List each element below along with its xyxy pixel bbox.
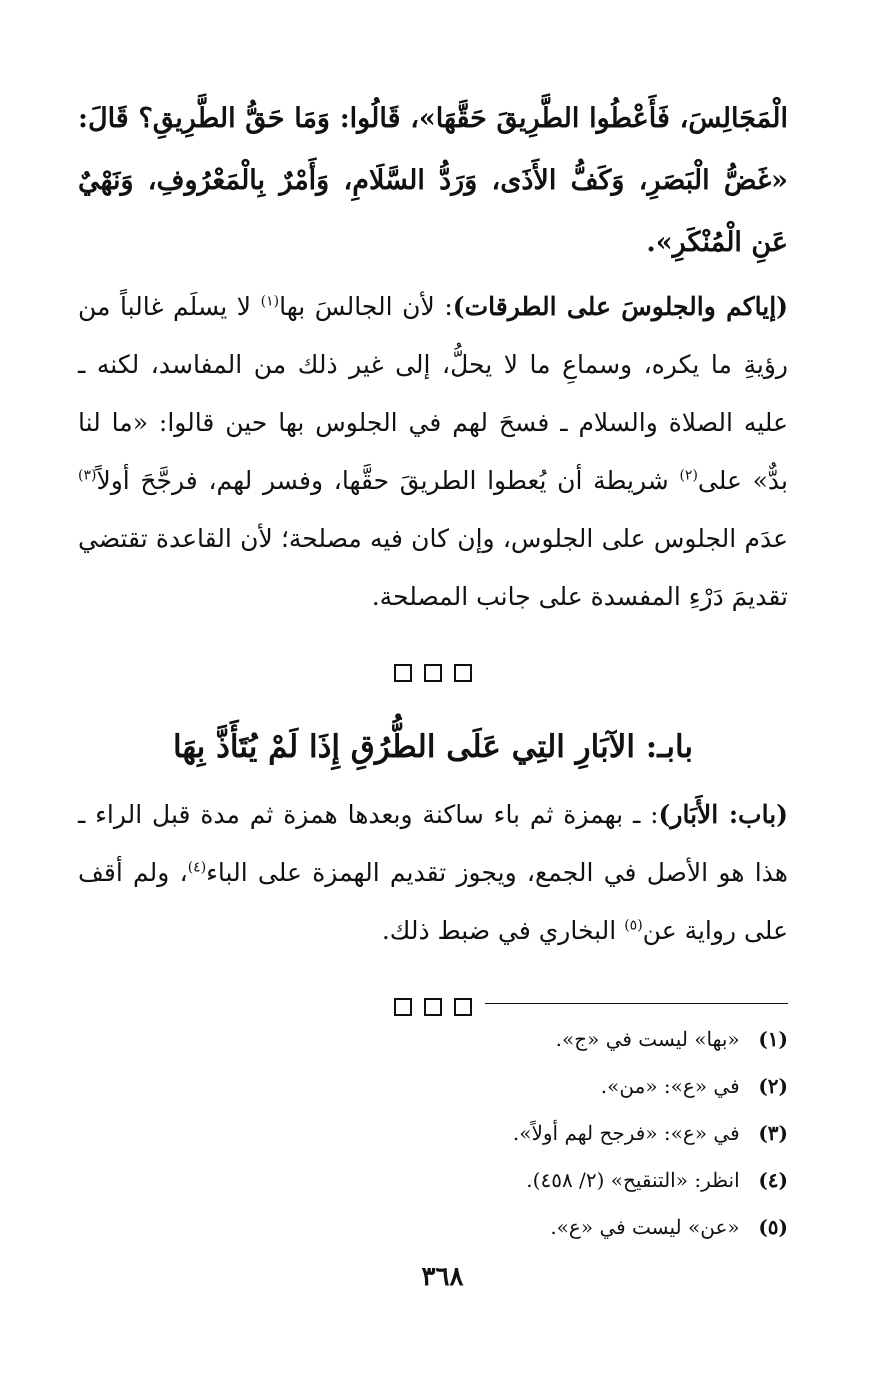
footnote-ref: (١) — [260, 293, 280, 310]
footnote-ref: (٢) — [679, 467, 698, 484]
footnote-ref: (٤) — [187, 859, 207, 876]
commentary-text: : ـ بهمزة ثم باء ساكنة وبعدها همزة ثم مدة قبل الراء ـ هذا هو الأصل في الجمع، ويجوز تقديم الهمزة على الباء — [78, 800, 788, 887]
commentary-paragraph-1 — [78, 278, 788, 626]
square-ornament-icon — [394, 998, 412, 1016]
footnote-item — [228, 1016, 788, 1063]
commentary-lemma: (إياكم والجلوسَ على الطرقات) — [452, 292, 788, 321]
footnote-ref: (٥) — [624, 917, 643, 934]
footnote-ref: (٣) — [78, 467, 97, 484]
square-ornament-icon — [424, 998, 442, 1016]
footnote-number: (٢) — [758, 1074, 788, 1098]
chapter-title: بابـ: الآبَارِ التِي عَلَى الطُّرُقِ إِذَا لَمْ يُتَأَذَّ بِهَا — [172, 729, 694, 765]
footnote-text: «بها» ليست في «ج». — [555, 1027, 740, 1051]
commentary-lemma: (باب: الأَبَار) — [658, 800, 788, 829]
commentary-text: عدَم الجلوس على الجلوس، وإن كان فيه مصلحة؛ لأن القاعدة تقتضي تقديمَ دَرْءِ المفسدة على جانب المصلحة. — [78, 524, 788, 611]
commentary-paragraph-2 — [78, 786, 788, 960]
footnote-item — [228, 1110, 788, 1157]
footnote-number: (٣) — [758, 1121, 788, 1145]
square-ornament-icon — [454, 664, 472, 682]
section-separator — [78, 664, 788, 694]
hadith-text: الْمَجَالِسَ، فَأَعْطُوا الطَّرِيقَ حَقَّهَا»، قَالُوا: وَمَا حَقُّ الطَّرِيقِ؟ قَالَ: «غَضُّ الْبَصَرِ، وَكَفُّ الأَذَى، وَرَدُّ السَّلَامِ، وَأَمْرٌ بِالْمَعْرُوفِ، وَنَهْيٌ عَنِ الْمُنْكَرِ». — [78, 103, 788, 258]
footnote-text: في «ع»: «فرجح لهم أولاً». — [512, 1121, 740, 1145]
commentary-text: البخاري في ضبط ذلك. — [381, 916, 625, 945]
footnote-text: في «ع»: «من». — [600, 1074, 740, 1098]
commentary-text: شريطة أن يُعطوا الطريقَ حقَّها، وفسر لهم، فرجَّحَ أولاً — [96, 466, 680, 495]
commentary-text: لا يسلَم غالباً من رؤيةِ ما يكره، وسماعِ ما لا يحلُّ، إلى غير ذلك من المفاسد، لكنه ـ عليه الصلاة والسلام ـ فسحَ لهم في الجلوس بها حين قالوا: «ما لنا بدٌّ» على — [78, 292, 788, 495]
footnote-item — [228, 1204, 788, 1251]
footnote-number: (١) — [758, 1027, 788, 1051]
footnote-item — [228, 1157, 788, 1204]
commentary-text: : لأن الجالسَ بها — [279, 292, 453, 321]
square-ornament-icon — [424, 664, 442, 682]
footnote-divider — [485, 1003, 788, 1004]
page-number: ٣٦٨ — [421, 1262, 464, 1292]
footnote-text: «عن» ليست في «ع». — [550, 1215, 740, 1239]
footnote-number: (٥) — [758, 1215, 788, 1239]
footnote-number: (٤) — [758, 1168, 788, 1192]
square-ornament-icon — [394, 664, 412, 682]
footnote-item — [228, 1063, 788, 1110]
commentary-text: ، ولم أقف على رواية عن — [78, 858, 788, 945]
square-ornament-icon — [454, 998, 472, 1016]
page-body — [78, 88, 788, 1056]
footnotes-list — [228, 1016, 788, 1251]
footnote-text: انظر: «التنقيح» (٢/ ٤٥٨). — [526, 1168, 740, 1192]
